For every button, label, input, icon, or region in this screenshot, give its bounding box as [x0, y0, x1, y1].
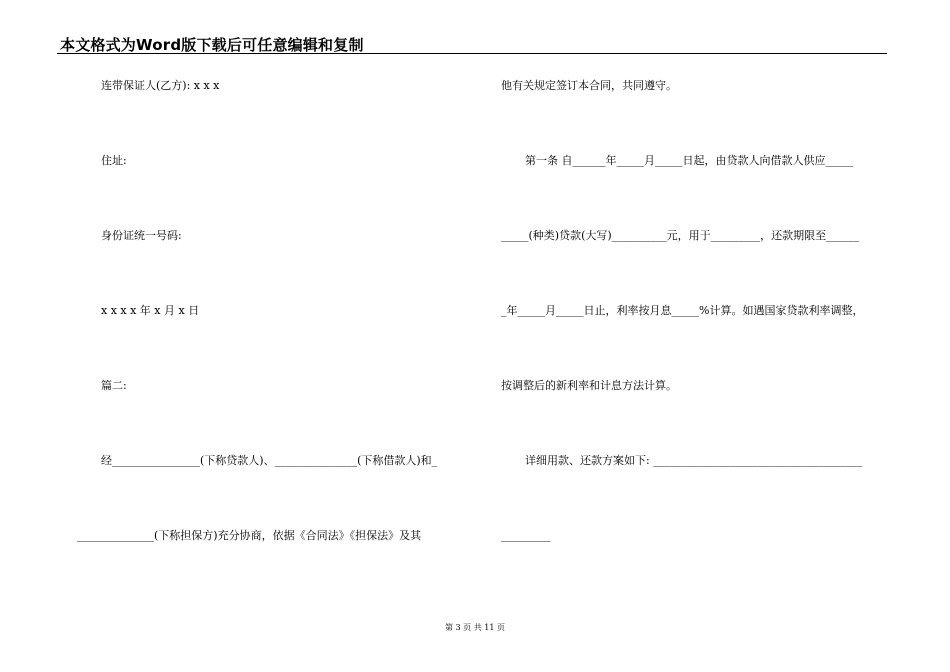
header-divider	[57, 53, 887, 54]
date-line: x x x x 年 x 月 x 日	[101, 304, 200, 317]
page-number: 第 3 页 共 11 页	[445, 623, 505, 632]
negotiation-line: ______________(下称担保方)充分协商，依据《合同法》《担保法》及其	[77, 529, 422, 542]
id-number-line: 身份证统一号码:	[101, 229, 182, 242]
repayment-plan-line: 详细用款、还款方案如下: ______________________________________	[525, 454, 863, 467]
compliance-line: 他有关规定签订本合同，共同遵守。	[501, 79, 677, 92]
guarantor-line: 连带保证人(乙方): x x x	[101, 79, 220, 92]
blank-line: _________	[501, 529, 551, 542]
header-title: 本文格式为Word版下载后可任意编辑和复制	[60, 36, 364, 54]
loan-type-line: _____(种类)贷款(大写)__________元，用于_________，还款期限至______	[501, 229, 860, 242]
interest-line: _年_____月_____日止，利率按月息_____%计算。如遇国家贷款利率调整，	[501, 304, 864, 317]
parties-line: 经________________(下称贷款人)、_______________(下称借款人)和_	[101, 454, 438, 467]
rate-adjust-line: 按调整后的新利率和计息方法计算。	[501, 379, 677, 392]
section-heading: 篇二:	[101, 379, 127, 392]
address-line: 住址:	[101, 154, 127, 167]
article-one-line: 第一条 自______年_____月_____日起，由贷款人向借款人供应_____	[525, 154, 853, 167]
